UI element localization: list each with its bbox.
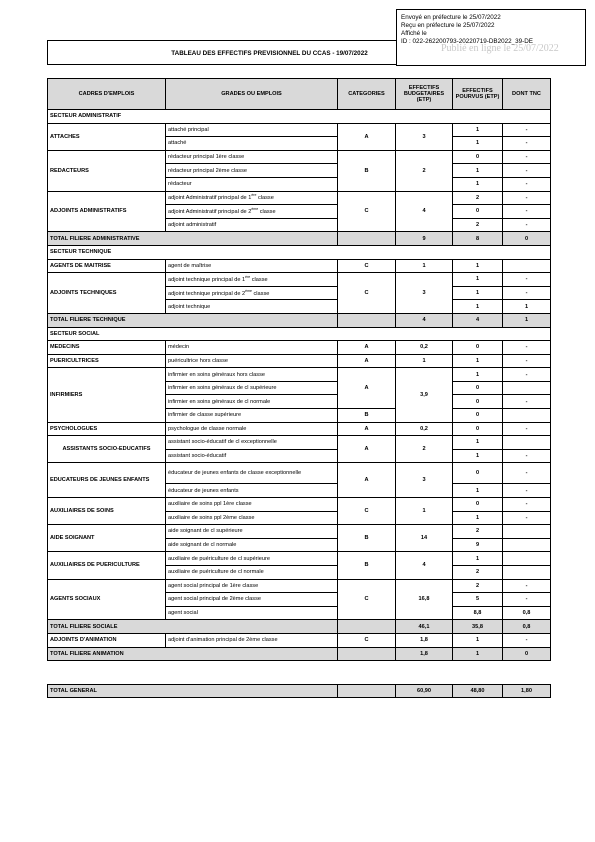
tnc-cell: - <box>503 205 551 219</box>
tnc-cell <box>503 525 551 539</box>
filled-cell: 1 <box>453 368 503 382</box>
tnc-cell: 1 <box>503 300 551 314</box>
filled-cell: 0 <box>453 395 503 409</box>
section-label: SECTEUR TECHNIQUE <box>48 245 551 259</box>
table-row <box>48 525 551 539</box>
grade-cell: attaché principal <box>166 123 338 137</box>
cadre-cell: AUXILIAIRES DE SOINS <box>48 498 166 525</box>
grade-cell: adjoint technique <box>166 300 338 314</box>
stamp-sent: Envoyé en préfecture le 25/07/2022 <box>401 14 501 21</box>
total-label: TOTAL FILIERE ANIMATION <box>48 647 338 661</box>
category-cell: A <box>338 463 396 498</box>
grade-text: adjoint technique principal de 2 <box>168 290 246 297</box>
stamp-id: ID : 022-262200793-20220719-DB2022_39-DE <box>401 37 533 45</box>
grand-total-label: TOTAL GENERAL <box>48 685 338 698</box>
budget-cell: 3 <box>396 123 453 150</box>
grade-cell: agent social <box>166 606 338 620</box>
grade-cell: adjoint d'animation principal de 2ème classe <box>166 633 338 647</box>
stamp-posted: Affiché le <box>401 29 427 37</box>
header-grades: GRADES OU EMPLOIS <box>166 79 338 110</box>
tnc-cell: - <box>503 395 551 409</box>
filled-cell: 1 <box>453 273 503 287</box>
grade-text: adjoint technique principal de 1 <box>168 276 246 283</box>
filled-cell: 1 <box>453 436 503 450</box>
total-tnc: 0 <box>503 647 551 661</box>
category-cell: A <box>338 422 396 436</box>
table-row <box>48 436 551 450</box>
total-empty <box>338 313 396 327</box>
table-row <box>48 368 551 382</box>
grade-cell <box>166 191 338 205</box>
total-tnc: 1 <box>503 313 551 327</box>
category-cell: B <box>338 525 396 552</box>
budget-cell: 4 <box>396 191 453 232</box>
table-row <box>48 579 551 593</box>
grade-text: adjoint Administratif principal de 1 <box>168 195 252 202</box>
filled-cell: 2 <box>453 525 503 539</box>
total-label: TOTAL FILIERE TECHNIQUE <box>48 313 338 327</box>
tnc-cell: - <box>503 273 551 287</box>
grade-text-suffix: classe <box>250 276 268 283</box>
category-cell: C <box>338 273 396 314</box>
filled-cell: 0 <box>453 422 503 436</box>
total-row <box>48 647 551 661</box>
section-label: SECTEUR ADMINISTRATIF <box>48 110 551 124</box>
total-tnc: 0 <box>503 232 551 246</box>
staff-table <box>47 78 551 661</box>
grade-text: adjoint Administratif principal de 2 <box>168 208 252 215</box>
tnc-cell: - <box>503 368 551 382</box>
grade-text-suffix: classe <box>258 208 276 215</box>
filled-cell: 8,8 <box>453 606 503 620</box>
total-label: TOTAL FILIERE SOCIALE <box>48 620 338 634</box>
category-cell: C <box>338 579 396 620</box>
budget-cell: 3,9 <box>396 368 453 422</box>
grade-cell: infirmier en soins généraux hors classe <box>166 368 338 382</box>
cadre-cell: ADJOINTS TECHNIQUES <box>48 273 166 314</box>
cadre-cell: ASSISTANTS SOCIO-EDUCATIFS <box>48 436 166 463</box>
table-row <box>48 191 551 205</box>
filled-cell: 2 <box>453 218 503 232</box>
category-cell: C <box>338 633 396 647</box>
table-row <box>48 552 551 566</box>
grade-cell: rédacteur <box>166 177 338 191</box>
cadre-cell: INFIRMIERS <box>48 368 166 422</box>
tnc-cell: - <box>503 164 551 178</box>
cadre-cell: EDUCATEURS DE JEUNES ENFANTS <box>48 463 166 498</box>
filled-cell: 1 <box>453 633 503 647</box>
grade-cell: auxiliaire de puériculture de cl normale <box>166 566 338 580</box>
grade-cell: infirmier en soins généraux de cl supérieure <box>166 381 338 395</box>
grand-total-tnc: 1,80 <box>503 685 551 698</box>
grade-superscript: ème <box>251 206 259 211</box>
grade-cell: médecin <box>166 341 338 355</box>
tnc-cell: - <box>503 633 551 647</box>
total-row <box>48 232 551 246</box>
table-row <box>48 341 551 355</box>
grade-cell: agent social principal de 2ème classe <box>166 593 338 607</box>
grade-cell: assistant socio-éducatif de cl exceptionnelle <box>166 436 338 450</box>
budget-cell: 1 <box>396 354 453 368</box>
grand-total-filled: 48,80 <box>453 685 503 698</box>
budget-cell: 0,2 <box>396 422 453 436</box>
cadre-cell: AUXILIAIRES DE PUERICULTURE <box>48 552 166 579</box>
category-cell: A <box>338 368 396 409</box>
cadre-cell: MEDECINS <box>48 341 166 355</box>
stamp-received: Reçu en préfecture le 25/07/2022 <box>401 21 495 29</box>
header-tnc: DONT TNC <box>503 79 551 110</box>
grade-superscript: ère <box>245 274 251 279</box>
category-cell: C <box>338 191 396 232</box>
tnc-cell: - <box>503 593 551 607</box>
grade-superscript: ère <box>251 193 257 198</box>
filled-cell: 1 <box>453 511 503 525</box>
grade-cell: éducateur de jeunes enfants <box>166 484 338 498</box>
total-budget: 46,1 <box>396 620 453 634</box>
grade-cell: aide soignant de cl supérieure <box>166 525 338 539</box>
grade-cell: auxiliaire de soins ppl 2ème classe <box>166 511 338 525</box>
budget-cell: 1,8 <box>396 633 453 647</box>
grade-cell: puéricultrice hors classe <box>166 354 338 368</box>
header-budgetaires: EFFECTIFS BUDGETAIRES (ETP) <box>396 79 453 110</box>
filled-cell: 1 <box>453 552 503 566</box>
tnc-cell: - <box>503 422 551 436</box>
total-budget: 1,8 <box>396 647 453 661</box>
grade-cell: infirmier en soins généraux de cl normale <box>166 395 338 409</box>
filled-cell: 0 <box>453 498 503 512</box>
tnc-cell: - <box>503 511 551 525</box>
category-cell: C <box>338 259 396 273</box>
grade-cell: aide soignant de cl normale <box>166 538 338 552</box>
filled-cell: 2 <box>453 566 503 580</box>
table-row <box>48 498 551 512</box>
category-cell: A <box>338 354 396 368</box>
category-cell: A <box>338 341 396 355</box>
filled-cell: 0 <box>453 381 503 395</box>
table-row <box>48 123 551 137</box>
tnc-cell: - <box>503 177 551 191</box>
tnc-cell: - <box>503 449 551 463</box>
filled-cell: 1 <box>453 259 503 273</box>
prefecture-stamp <box>396 9 586 66</box>
filled-cell: 0 <box>453 150 503 164</box>
total-filled: 1 <box>453 647 503 661</box>
header-cadres: CADRES D'EMPLOIS <box>48 79 166 110</box>
budget-cell: 14 <box>396 525 453 552</box>
grade-cell <box>166 205 338 219</box>
tnc-cell: - <box>503 150 551 164</box>
cadre-cell: ADJOINTS ADMINISTRATIFS <box>48 191 166 232</box>
page-title: TABLEAU DES EFFECTIFS PREVISIONNEL DU CCAS - 19/07/2022 <box>171 50 368 57</box>
grade-cell: auxiliaire de soins ppl 1ère classe <box>166 498 338 512</box>
budget-cell: 1 <box>396 259 453 273</box>
cadre-cell: AGENTS DE MAITRISE <box>48 259 166 273</box>
category-cell: C <box>338 498 396 525</box>
tnc-cell: - <box>503 123 551 137</box>
cadre-cell: REDACTEURS <box>48 150 166 191</box>
category-cell: A <box>338 123 396 150</box>
filled-cell: 1 <box>453 177 503 191</box>
cadre-cell: AGENTS SOCIAUX <box>48 579 166 620</box>
table-row <box>48 422 551 436</box>
grade-text-suffix: classe <box>256 195 274 202</box>
total-filled: 35,8 <box>453 620 503 634</box>
cadre-cell: PSYCHOLOGUES <box>48 422 166 436</box>
filled-cell: 1 <box>453 123 503 137</box>
header-categories: CATEGORIES <box>338 79 396 110</box>
total-budget: 4 <box>396 313 453 327</box>
cadre-cell: ADJOINTS D'ANIMATION <box>48 633 166 647</box>
total-tnc: 0,8 <box>503 620 551 634</box>
grade-cell: infirmier de classe supérieure <box>166 409 338 423</box>
table-row <box>48 463 551 484</box>
tnc-cell <box>503 552 551 566</box>
tnc-cell: - <box>503 191 551 205</box>
tnc-cell: - <box>503 354 551 368</box>
tnc-cell <box>503 381 551 395</box>
grade-cell: adjoint administratif <box>166 218 338 232</box>
grand-total-empty <box>338 685 396 698</box>
total-empty <box>338 647 396 661</box>
grade-cell: assistant socio-éducatif <box>166 449 338 463</box>
grade-cell: éducateur de jeunes enfants de classe exceptionnelle <box>166 463 338 484</box>
section-label: SECTEUR SOCIAL <box>48 327 551 341</box>
category-cell: B <box>338 409 396 423</box>
total-row <box>48 313 551 327</box>
budget-cell: 4 <box>396 552 453 579</box>
filled-cell: 0 <box>453 205 503 219</box>
tnc-cell: - <box>503 463 551 484</box>
filled-cell: 1 <box>453 484 503 498</box>
filled-cell: 5 <box>453 593 503 607</box>
tnc-cell <box>503 436 551 450</box>
filled-cell: 0 <box>453 341 503 355</box>
total-budget: 9 <box>396 232 453 246</box>
table-row <box>48 633 551 647</box>
category-cell: A <box>338 436 396 463</box>
header-pourvus: EFFECTIFS POURVUS (ETP) <box>453 79 503 110</box>
tnc-cell <box>503 409 551 423</box>
category-cell: B <box>338 150 396 191</box>
tnc-cell: - <box>503 137 551 151</box>
table-row <box>48 259 551 273</box>
tnc-cell: - <box>503 286 551 300</box>
budget-cell: 16,8 <box>396 579 453 620</box>
budget-cell: 2 <box>396 436 453 463</box>
tnc-cell <box>503 259 551 273</box>
tnc-cell: - <box>503 218 551 232</box>
filled-cell: 2 <box>453 579 503 593</box>
budget-cell: 3 <box>396 463 453 498</box>
tnc-cell: - <box>503 579 551 593</box>
grade-cell: agent social principal de 1ère classe <box>166 579 338 593</box>
section-row <box>48 110 551 124</box>
total-empty <box>338 232 396 246</box>
filled-cell: 1 <box>453 354 503 368</box>
section-row <box>48 327 551 341</box>
filled-cell: 0 <box>453 409 503 423</box>
grade-cell: agent de maîtrise <box>166 259 338 273</box>
budget-cell: 2 <box>396 150 453 191</box>
tnc-cell: 0,8 <box>503 606 551 620</box>
budget-cell: 1 <box>396 498 453 525</box>
budget-cell: 3 <box>396 273 453 314</box>
cadre-cell: ATTACHES <box>48 123 166 150</box>
filled-cell: 9 <box>453 538 503 552</box>
filled-cell: 1 <box>453 137 503 151</box>
grand-total-row <box>48 685 551 698</box>
table-header <box>48 79 551 110</box>
section-row <box>48 245 551 259</box>
grade-cell: rédacteur principal 1ère classe <box>166 150 338 164</box>
budget-cell: 0,2 <box>396 341 453 355</box>
tnc-cell: - <box>503 484 551 498</box>
grand-total-budget: 60,90 <box>396 685 453 698</box>
filled-cell: 1 <box>453 300 503 314</box>
total-filled: 8 <box>453 232 503 246</box>
table-row <box>48 150 551 164</box>
table-row <box>48 273 551 287</box>
filled-cell: 1 <box>453 449 503 463</box>
category-cell: B <box>338 552 396 579</box>
filled-cell: 1 <box>453 164 503 178</box>
total-empty <box>338 620 396 634</box>
stamp-watermark: Publié en ligne le 25/07/2022 <box>441 43 559 54</box>
total-filled: 4 <box>453 313 503 327</box>
grade-cell <box>166 286 338 300</box>
tnc-cell: - <box>503 498 551 512</box>
grade-cell: psychologue de classe normale <box>166 422 338 436</box>
tnc-cell: - <box>503 341 551 355</box>
grade-cell: rédacteur principal 2ème classe <box>166 164 338 178</box>
grade-cell: attaché <box>166 137 338 151</box>
grand-total-table <box>47 684 551 698</box>
cadre-cell: PUERICULTRICES <box>48 354 166 368</box>
filled-cell: 1 <box>453 286 503 300</box>
filled-cell: 0 <box>453 463 503 484</box>
grade-superscript: ème <box>245 288 252 293</box>
table-row <box>48 354 551 368</box>
grade-cell <box>166 273 338 287</box>
grade-text-suffix: classe <box>251 290 270 297</box>
total-row <box>48 620 551 634</box>
filled-cell: 2 <box>453 191 503 205</box>
total-label: TOTAL FILIERE ADMINISTRATIVE <box>48 232 338 246</box>
cadre-cell: AIDE SOIGNANT <box>48 525 166 552</box>
grade-cell: auxiliaire de puériculture de cl supérieure <box>166 552 338 566</box>
tnc-cell <box>503 566 551 580</box>
tnc-cell <box>503 538 551 552</box>
